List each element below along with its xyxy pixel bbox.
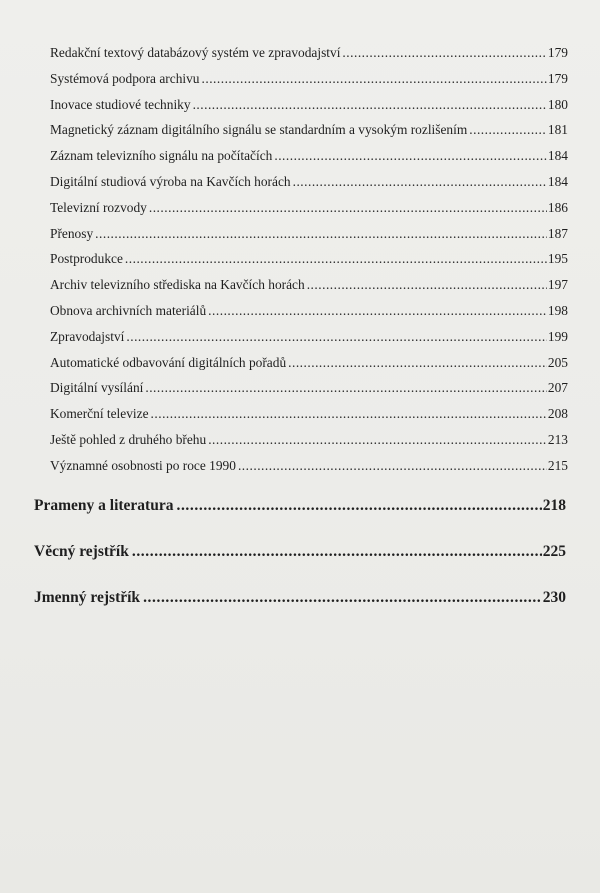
toc-entry: [50, 303, 568, 329]
toc-major-entry-name-index: [34, 589, 566, 613]
table-of-contents: [50, 45, 568, 484]
toc-entry-title: Obnova archivních materiálů: [50, 302, 207, 318]
toc-entry: [50, 200, 568, 226]
toc-entry-title: Systémová podpora archivu: [50, 70, 200, 86]
toc-entry-page: 186: [547, 199, 568, 215]
toc-entry-page: 195: [547, 251, 568, 267]
dot-leader: [145, 380, 547, 396]
toc-entry-title: Komerční televize: [50, 406, 149, 422]
dot-leader: [293, 174, 547, 190]
dot-leader: [126, 329, 547, 345]
toc-entry-title: Digitální vysílání: [50, 380, 144, 396]
toc-entry: [50, 226, 568, 252]
toc-entry-title: Přenosy: [50, 225, 94, 241]
toc-entry-page: 179: [547, 70, 568, 86]
dot-leader: [342, 45, 546, 61]
toc-entry: [50, 406, 568, 432]
toc-entry-page: 213: [547, 431, 568, 447]
toc-major-title: Jmenný rejstřík: [34, 589, 141, 606]
toc-entry: [50, 122, 568, 148]
dot-leader: [202, 71, 547, 87]
toc-entry-title: Digitální studiová výroba na Kavčích horách: [50, 173, 291, 189]
toc-entry: [50, 380, 568, 406]
dot-leader: [176, 497, 541, 515]
toc-entry-title: Inovace studiové techniky: [50, 96, 191, 112]
toc-entry: [50, 277, 568, 303]
dot-leader: [143, 589, 542, 607]
toc-entry-page: 180: [547, 96, 568, 112]
toc-entry-title: Ještě pohled z druhého břehu: [50, 431, 207, 447]
toc-entry-page: 179: [547, 45, 568, 60]
toc-entry-page: 187: [547, 225, 568, 241]
toc-entry: [50, 355, 568, 381]
toc-entry: [50, 71, 568, 97]
dot-leader: [238, 458, 547, 474]
toc-entry-page: 198: [547, 302, 568, 318]
toc-major-title: Věcný rejstřík: [34, 543, 129, 560]
dot-leader: [307, 277, 547, 293]
toc-entry: [50, 148, 568, 174]
toc-entry-title: Postprodukce: [50, 251, 123, 267]
toc-entry: [50, 174, 568, 200]
toc-entry-title: Magnetický záznam digitálního signálu se standardním a vysokým rozlišením: [50, 122, 468, 138]
toc-entry-title: Automatické odbavování digitálních pořadů: [50, 354, 287, 370]
dot-leader: [274, 148, 547, 164]
dot-leader: [208, 432, 547, 448]
toc-major-entry-subject-index: [34, 543, 566, 567]
dot-leader: [288, 355, 547, 371]
dot-leader: [193, 97, 547, 113]
toc-major-page: 230: [542, 589, 566, 606]
toc-entry-page: 208: [547, 406, 568, 422]
toc-entry-page: 205: [547, 354, 568, 370]
toc-entry: [50, 45, 568, 71]
dot-leader: [95, 226, 547, 242]
dot-leader: [208, 303, 547, 319]
toc-major-title: Prameny a literatura: [34, 497, 174, 514]
toc-major-entry-sources: [34, 497, 566, 521]
toc-entry-page: 184: [547, 173, 568, 189]
toc-entry: [50, 97, 568, 123]
toc-entry-title: Záznam televizního signálu na počítačích: [50, 148, 273, 164]
dot-leader: [132, 543, 542, 561]
toc-entry-page: 199: [547, 328, 568, 344]
toc-major-page: 218: [542, 497, 566, 514]
toc-entry-title: Archiv televizního střediska na Kavčích horách: [50, 277, 305, 293]
toc-entry-page: 207: [547, 380, 568, 396]
dot-leader: [125, 251, 547, 267]
dot-leader: [151, 406, 547, 422]
toc-major-page: 225: [542, 543, 566, 560]
dot-leader: [149, 200, 547, 216]
toc-entry: [50, 458, 568, 484]
toc-entry-page: 215: [547, 457, 568, 473]
toc-entry-title: Televizní rozvody: [50, 199, 147, 215]
toc-entry: [50, 251, 568, 277]
toc-entry-page: 184: [547, 148, 568, 164]
toc-entry: [50, 329, 568, 355]
toc-entry-title: Redakční textový databázový systém ve zpravodajství: [50, 45, 341, 60]
toc-entry-title: Zpravodajství: [50, 328, 125, 344]
toc-entry: [50, 432, 568, 458]
toc-entry-title: Významné osobnosti po roce 1990: [50, 457, 236, 473]
dot-leader: [469, 122, 547, 138]
toc-entry-page: 197: [547, 277, 568, 293]
toc-entry-page: 181: [547, 122, 568, 138]
